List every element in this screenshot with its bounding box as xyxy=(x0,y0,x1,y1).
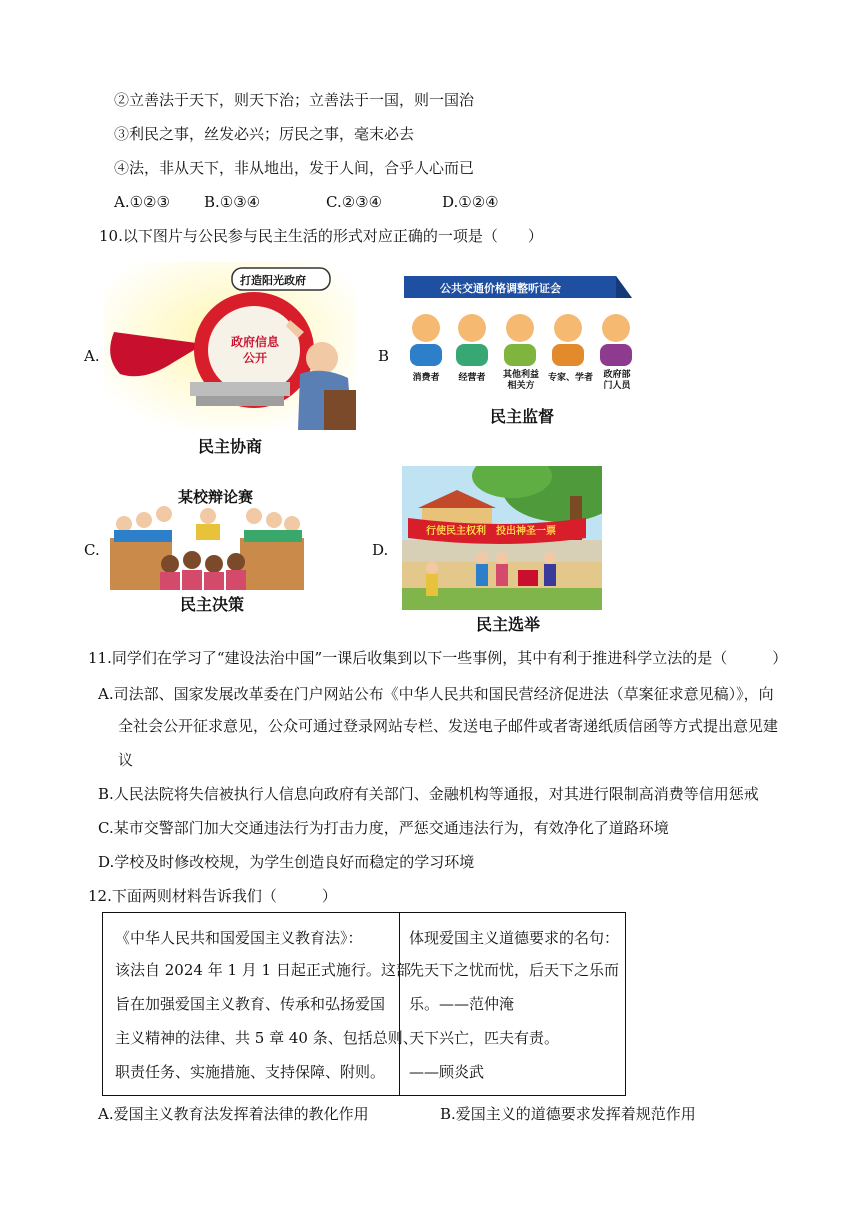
q10-option-c-illustration[interactable] xyxy=(110,486,304,590)
q10-b-person-4: 专家、学者 xyxy=(548,373,594,383)
q12-material-table xyxy=(102,912,626,1096)
election-illustration xyxy=(402,466,602,610)
q10-stem: 10.以下图片与公民参与民主生活的形式对应正确的一项是（ ） xyxy=(99,227,543,245)
q11-option-b[interactable]: B.人民法院将失信被执行人信息向政府有关部门、金融机构等通报，对其进行限制高消费等信用惩戒 xyxy=(98,785,759,803)
q11-option-a-line3: 议 xyxy=(118,751,134,769)
q11-stem: 11.同学们在学习了“建设法治中国”一课后收集到以下一些事例，其中有利于推进科学立法的是（ ） xyxy=(88,649,788,667)
q10-b-banner: 公共交通价格调整听证会 xyxy=(440,282,561,295)
q10-d-caption: 民主选举 xyxy=(476,615,541,634)
q10-b-person-2: 经营者 xyxy=(458,373,486,383)
q12-right-line-3: 乐。——范仲淹 xyxy=(409,995,515,1013)
q10-b-person-1: 消费者 xyxy=(412,373,440,383)
q10-c-caption: 民主决策 xyxy=(180,595,245,614)
q10-option-d-letter[interactable]: D. xyxy=(372,541,389,559)
q10-a-screen-text: 政府信息公开 xyxy=(230,335,279,365)
q10-option-b-illustration[interactable] xyxy=(404,272,640,400)
q12-right-line-2: 先天下之忧而忧，后天下之乐而 xyxy=(409,961,620,979)
q12-stem: 12.下面两则材料告诉我们（ ） xyxy=(88,887,337,905)
q10-b-person-5: 政府部门人员 xyxy=(603,370,631,391)
q10-option-a-letter[interactable]: A. xyxy=(84,347,100,365)
q12-option-a[interactable]: A.爱国主义教育法发挥着法律的教化作用 xyxy=(98,1105,369,1123)
q11-option-c[interactable]: C.某市交警部门加大交通违法行为打击力度，严惩交通违法行为，有效净化了道路环境 xyxy=(98,819,669,837)
q9-item-3: ③利民之事，丝发必兴；厉民之事，毫末必去 xyxy=(114,125,415,143)
q12-right-line-1: 体现爱国主义道德要求的名句： xyxy=(409,929,620,947)
q12-left-line-5: 职责任务、实施措施、支持保障、附则。 xyxy=(115,1063,386,1081)
q9-option-d[interactable]: D.①②④ xyxy=(442,193,499,211)
q12-left-line-3: 旨在加强爱国主义教育、传承和弘扬爱国 xyxy=(115,995,386,1013)
q12-left-line-2: 该法自 2024 年 1 月 1 日起正式施行。这部 xyxy=(115,961,411,979)
q10-b-person-3: 其他利益相关方 xyxy=(502,370,539,391)
q9-item-2: ②立善法于天下，则天下治；立善法于一国，则一国治 xyxy=(114,91,475,109)
q9-option-a[interactable]: A.①②③ xyxy=(114,193,170,211)
q10-option-c-letter[interactable]: C. xyxy=(84,541,100,559)
q10-option-d-illustration[interactable] xyxy=(402,466,602,610)
q12-right-line-5: ——顾炎武 xyxy=(409,1063,485,1081)
q11-option-a-line1[interactable]: A.司法部、国家发展改革委在门户网站公布《中华人民共和国民营经济促进法（草案征求意见稿）》，向 xyxy=(98,685,774,703)
q12-right-line-4: 天下兴亡，匹夫有责。 xyxy=(409,1029,560,1047)
q10-a-bubble-text: 打造阳光政府 xyxy=(240,274,306,287)
q10-c-title: 某校辩论赛 xyxy=(178,488,254,506)
q11-option-a-line2: 全社会公开征求意见，公众可通过登录网站专栏、发送电子邮件或者寄递纸质信函等方式提出意见建 xyxy=(118,717,779,735)
q12-option-b[interactable]: B.爱国主义的道德要求发挥着规范作用 xyxy=(440,1105,696,1123)
q10-b-caption: 民主监督 xyxy=(490,407,555,426)
table-divider xyxy=(399,913,400,1095)
q10-option-b-letter[interactable]: B xyxy=(378,347,390,365)
q9-option-c[interactable]: C.②③④ xyxy=(326,193,383,211)
q12-left-line-4: 主义精神的法律、共 5 章 40 条、包括总则、 xyxy=(115,1029,418,1047)
q10-d-banner: 行使民主权利 投出神圣一票 xyxy=(426,526,556,537)
q12-left-line-1: 《中华人民共和国爱国主义教育法》： xyxy=(115,929,363,947)
q10-option-a-illustration[interactable] xyxy=(104,262,356,430)
q9-option-b[interactable]: B.①③④ xyxy=(204,193,261,211)
q11-option-d[interactable]: D.学校及时修改校规，为学生创造良好而稳定的学习环境 xyxy=(98,853,475,871)
q9-item-4: ④法，非从天下，非从地出，发于人间，合乎人心而已 xyxy=(114,159,475,177)
q10-a-caption: 民主协商 xyxy=(198,437,263,456)
